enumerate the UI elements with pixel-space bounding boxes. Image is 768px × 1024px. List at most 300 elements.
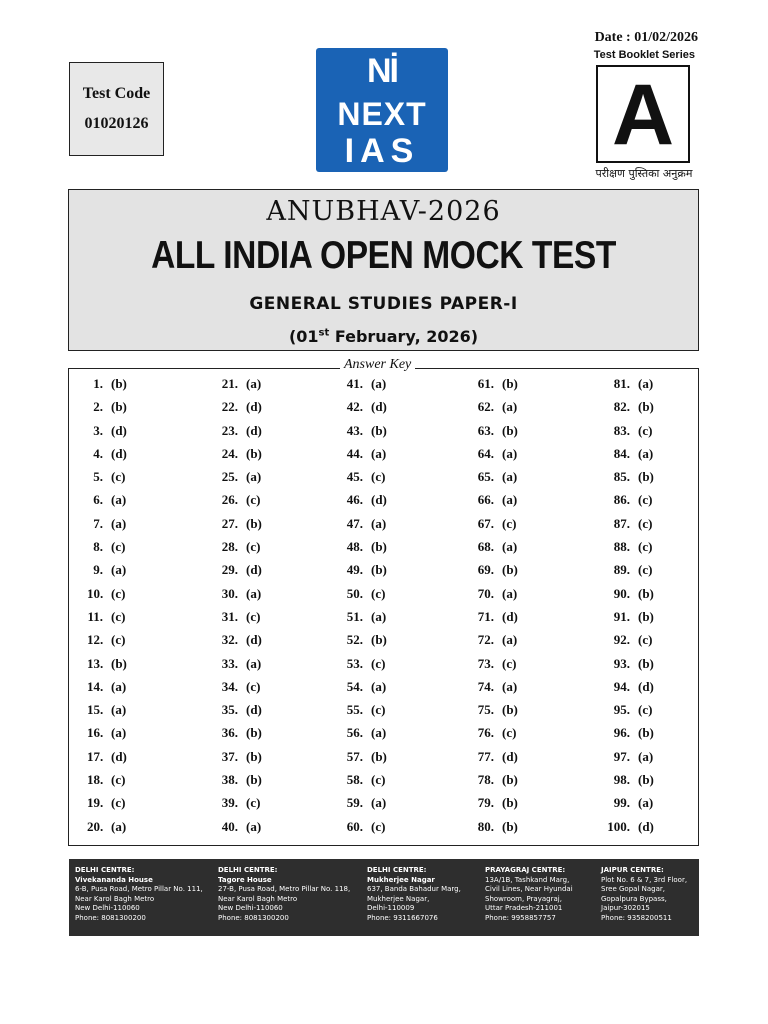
question-number: 30. bbox=[221, 585, 238, 601]
answer-item bbox=[472, 423, 582, 446]
paper-title: GENERAL STUDIES PAPER-I bbox=[249, 294, 518, 314]
question-number: 68. bbox=[477, 539, 494, 555]
question-number: 9. bbox=[93, 562, 103, 578]
answer-key-label: Answer Key bbox=[340, 357, 415, 373]
centre-address-line: 27-B, Pusa Road, Metro Pillar No. 118, bbox=[218, 885, 351, 893]
answer-option: (b) bbox=[638, 608, 654, 624]
centre-address-line: Phone: 9958857757 bbox=[485, 913, 556, 922]
answer-option: (d) bbox=[111, 445, 127, 461]
answer-item bbox=[216, 423, 326, 446]
answer-option: (b) bbox=[502, 772, 518, 788]
footer-centre bbox=[601, 866, 687, 923]
answer-option: (c) bbox=[246, 492, 261, 508]
answer-item bbox=[602, 749, 712, 772]
question-number: 62. bbox=[477, 399, 494, 415]
question-number: 79. bbox=[477, 795, 494, 811]
question-number: 16. bbox=[87, 725, 104, 741]
answer-item bbox=[602, 679, 712, 702]
answer-option: (c) bbox=[502, 655, 517, 671]
answer-item bbox=[216, 376, 326, 399]
question-number: 97. bbox=[613, 748, 630, 764]
question-number: 39. bbox=[221, 795, 238, 811]
question-number: 11. bbox=[87, 608, 103, 624]
question-number: 66. bbox=[477, 492, 494, 508]
answer-item bbox=[472, 586, 582, 609]
answer-item bbox=[87, 679, 197, 702]
series-letter: A bbox=[611, 67, 675, 163]
centre-address-line: 637, Banda Bahadur Marg, bbox=[367, 885, 461, 893]
centre-address-line: Jaipur-302015 bbox=[601, 904, 650, 912]
question-number: 91. bbox=[613, 608, 630, 624]
answer-item bbox=[87, 469, 197, 492]
answer-item bbox=[472, 376, 582, 399]
centre-address-line: Mukherjee Nagar, bbox=[367, 894, 430, 903]
centre-address-line: New Delhi-110060 bbox=[218, 904, 283, 912]
answer-option: (c) bbox=[111, 608, 126, 624]
answer-item bbox=[602, 586, 712, 609]
answer-item bbox=[216, 586, 326, 609]
answer-item bbox=[87, 725, 197, 748]
answer-item bbox=[472, 539, 582, 562]
centre-name: Mukherjee Nagar bbox=[367, 875, 435, 884]
answer-option: (a) bbox=[502, 585, 518, 601]
answer-option: (d) bbox=[246, 632, 262, 648]
question-number: 96. bbox=[613, 725, 630, 741]
footer-centres bbox=[69, 859, 699, 936]
answer-option: (d) bbox=[246, 702, 262, 718]
answer-option: (a) bbox=[502, 492, 518, 508]
answer-option: (a) bbox=[111, 678, 127, 694]
answer-option: (c) bbox=[246, 608, 261, 624]
question-number: 21. bbox=[221, 376, 238, 391]
answer-option: (a) bbox=[111, 702, 127, 718]
question-number: 27. bbox=[221, 515, 238, 531]
answer-option: (b) bbox=[502, 562, 518, 578]
answer-option: (c) bbox=[638, 632, 653, 648]
answer-option: (a) bbox=[371, 725, 387, 741]
answer-option: (c) bbox=[371, 772, 386, 788]
answer-option: (b) bbox=[502, 422, 518, 438]
centre-address-line: Showroom, Prayagraj, bbox=[485, 894, 562, 903]
question-number: 37. bbox=[221, 748, 238, 764]
answer-option: (a) bbox=[246, 655, 262, 671]
answer-item bbox=[87, 516, 197, 539]
question-number: 1. bbox=[93, 376, 103, 391]
centre-address-line: Uttar Pradesh-211001 bbox=[485, 904, 563, 912]
answer-option: (c) bbox=[371, 655, 386, 671]
answer-option: (b) bbox=[246, 515, 262, 531]
answer-item bbox=[216, 492, 326, 515]
question-number: 86. bbox=[613, 492, 630, 508]
question-number: 26. bbox=[221, 492, 238, 508]
answer-item bbox=[87, 376, 197, 399]
question-number: 65. bbox=[477, 469, 494, 485]
answer-option: (c) bbox=[111, 772, 126, 788]
answer-option: (a) bbox=[371, 376, 387, 391]
answer-option: (b) bbox=[502, 702, 518, 718]
answer-option: (c) bbox=[246, 795, 261, 811]
answer-option: (b) bbox=[246, 772, 262, 788]
question-number: 34. bbox=[221, 678, 238, 694]
centre-address-line: Plot No. 6 & 7, 3rd Floor, bbox=[601, 875, 688, 884]
centre-name: Vivekananda House bbox=[75, 875, 153, 884]
answer-option: (c) bbox=[111, 795, 126, 811]
question-number: 6. bbox=[93, 492, 103, 508]
answer-item bbox=[341, 772, 451, 795]
answer-item bbox=[341, 469, 451, 492]
answer-option: (b) bbox=[111, 655, 127, 671]
centre-address-line: Gopalpura Bypass, bbox=[601, 894, 667, 903]
logo-line-1: Nİ bbox=[367, 52, 397, 90]
question-number: 25. bbox=[221, 469, 238, 485]
answer-option: (c) bbox=[638, 422, 653, 438]
answer-item bbox=[341, 632, 451, 655]
answer-option: (b) bbox=[638, 399, 654, 415]
answer-item bbox=[216, 656, 326, 679]
answer-option: (a) bbox=[502, 678, 518, 694]
answer-item bbox=[341, 446, 451, 469]
answer-option: (a) bbox=[371, 795, 387, 811]
logo-line-3: IAS bbox=[344, 132, 420, 170]
question-number: 84. bbox=[613, 445, 630, 461]
answer-item bbox=[472, 446, 582, 469]
answer-item bbox=[87, 632, 197, 655]
centre-address-line: 13A/1B, Tashkand Marg, bbox=[485, 875, 570, 884]
answer-item bbox=[602, 539, 712, 562]
question-number: 33. bbox=[221, 655, 238, 671]
title-box bbox=[68, 189, 699, 351]
question-number: 29. bbox=[221, 562, 238, 578]
answer-column bbox=[472, 376, 582, 842]
answer-item bbox=[216, 702, 326, 725]
answer-item bbox=[472, 656, 582, 679]
answer-option: (c) bbox=[371, 818, 386, 834]
answer-item bbox=[87, 586, 197, 609]
answer-option: (b) bbox=[502, 795, 518, 811]
question-number: 71. bbox=[477, 608, 494, 624]
question-number: 54. bbox=[346, 678, 363, 694]
question-number: 63. bbox=[477, 422, 494, 438]
question-number: 17. bbox=[87, 748, 104, 764]
centre-address-line: Phone: 9311667076 bbox=[367, 913, 438, 922]
answer-item bbox=[472, 492, 582, 515]
question-number: 12. bbox=[87, 632, 104, 648]
answer-option: (b) bbox=[111, 376, 127, 391]
answer-item bbox=[216, 562, 326, 585]
paper-date bbox=[69, 327, 698, 346]
question-number: 49. bbox=[346, 562, 363, 578]
answer-item bbox=[602, 725, 712, 748]
answer-item bbox=[472, 749, 582, 772]
question-number: 64. bbox=[477, 445, 494, 461]
question-number: 53. bbox=[346, 655, 363, 671]
question-number: 20. bbox=[87, 818, 104, 834]
question-number: 100. bbox=[607, 818, 630, 834]
answer-option: (c) bbox=[111, 585, 126, 601]
question-number: 90. bbox=[613, 585, 630, 601]
answer-option: (d) bbox=[638, 678, 654, 694]
answer-option: (b) bbox=[246, 445, 262, 461]
question-number: 45. bbox=[346, 469, 363, 485]
answer-item bbox=[216, 795, 326, 818]
question-number: 13. bbox=[87, 655, 104, 671]
series-hindi-label: परीक्षण पुस्तिका अनुक्रम bbox=[595, 167, 693, 180]
question-number: 47. bbox=[346, 515, 363, 531]
question-number: 36. bbox=[221, 725, 238, 741]
answer-option: (c) bbox=[638, 492, 653, 508]
answer-item bbox=[472, 702, 582, 725]
question-number: 51. bbox=[346, 608, 363, 624]
answer-option: (a) bbox=[371, 608, 387, 624]
answer-option: (c) bbox=[638, 702, 653, 718]
question-number: 35. bbox=[221, 702, 238, 718]
answer-option: (d) bbox=[371, 492, 387, 508]
question-number: 44. bbox=[346, 445, 363, 461]
answer-column bbox=[341, 376, 451, 842]
answer-item bbox=[216, 749, 326, 772]
answer-item bbox=[87, 539, 197, 562]
centre-address-line: New Delhi-110060 bbox=[75, 904, 140, 912]
answer-item bbox=[87, 795, 197, 818]
logo-line-2: NEXT bbox=[337, 96, 427, 132]
question-number: 42. bbox=[346, 399, 363, 415]
answer-item bbox=[341, 492, 451, 515]
centre-name: Tagore House bbox=[218, 875, 272, 884]
answer-option: (d) bbox=[502, 608, 518, 624]
answer-item bbox=[472, 725, 582, 748]
series-label: Test Booklet Series bbox=[593, 49, 695, 61]
question-number: 7. bbox=[93, 515, 103, 531]
question-number: 28. bbox=[221, 539, 238, 555]
test-code-label: Test Code bbox=[82, 85, 151, 102]
centre-address-line: Near Karol Bagh Metro bbox=[75, 894, 155, 903]
answer-option: (b) bbox=[371, 632, 387, 648]
footer-centre bbox=[75, 866, 203, 923]
question-number: 93. bbox=[613, 655, 630, 671]
answer-option: (c) bbox=[638, 562, 653, 578]
centre-heading: DELHI CENTRE: bbox=[75, 866, 135, 874]
answer-item bbox=[87, 772, 197, 795]
answer-option: (b) bbox=[502, 376, 518, 391]
answer-item bbox=[87, 609, 197, 632]
answer-item bbox=[341, 516, 451, 539]
centre-heading: DELHI CENTRE: bbox=[218, 866, 278, 874]
centre-heading: PRAYAGRAJ CENTRE: bbox=[485, 866, 566, 874]
answer-item bbox=[602, 609, 712, 632]
answer-item bbox=[341, 679, 451, 702]
answer-item bbox=[602, 795, 712, 818]
answer-item bbox=[602, 516, 712, 539]
centre-address-line: 6-B, Pusa Road, Metro Pillar No. 111, bbox=[75, 885, 203, 893]
paper-date-sup: st bbox=[318, 327, 330, 339]
answer-item bbox=[341, 749, 451, 772]
answer-option: (b) bbox=[638, 772, 654, 788]
answer-option: (b) bbox=[246, 748, 262, 764]
answer-option: (b) bbox=[371, 539, 387, 555]
next-ias-logo bbox=[316, 48, 448, 172]
question-number: 72. bbox=[477, 632, 494, 648]
answer-option: (b) bbox=[371, 422, 387, 438]
question-number: 43. bbox=[346, 422, 363, 438]
question-number: 19. bbox=[87, 795, 104, 811]
answer-option: (a) bbox=[371, 515, 387, 531]
answer-item bbox=[602, 656, 712, 679]
question-number: 2. bbox=[93, 399, 103, 415]
answer-option: (a) bbox=[111, 492, 127, 508]
centre-heading: JAIPUR CENTRE: bbox=[601, 866, 664, 874]
centre-address-line: Phone: 9358200511 bbox=[601, 913, 672, 922]
answer-option: (b) bbox=[638, 725, 654, 741]
centre-address-line: Delhi-110009 bbox=[367, 904, 415, 912]
main-title: ALL INDIA OPEN MOCK TEST bbox=[151, 234, 616, 277]
question-number: 38. bbox=[221, 772, 238, 788]
answer-item bbox=[216, 399, 326, 422]
answer-option: (c) bbox=[371, 585, 386, 601]
answer-item bbox=[216, 632, 326, 655]
answer-option: (c) bbox=[111, 539, 126, 555]
answer-item bbox=[216, 446, 326, 469]
answer-option: (a) bbox=[502, 539, 518, 555]
answer-item bbox=[87, 446, 197, 469]
answer-item bbox=[341, 562, 451, 585]
question-number: 58. bbox=[346, 772, 363, 788]
answer-item bbox=[602, 399, 712, 422]
question-number: 83. bbox=[613, 422, 630, 438]
answer-option: (b) bbox=[371, 562, 387, 578]
question-number: 31. bbox=[221, 608, 238, 624]
question-number: 46. bbox=[346, 492, 363, 508]
question-number: 14. bbox=[87, 678, 104, 694]
footer-centre bbox=[218, 866, 350, 923]
question-number: 81. bbox=[613, 376, 630, 391]
paper-date-prefix: (01 bbox=[288, 327, 319, 346]
answer-option: (a) bbox=[246, 469, 262, 485]
answer-item bbox=[341, 399, 451, 422]
answer-column bbox=[216, 376, 326, 842]
answer-item bbox=[216, 679, 326, 702]
answer-item bbox=[602, 632, 712, 655]
answer-item bbox=[472, 469, 582, 492]
centre-address-line: Phone: 8081300200 bbox=[218, 913, 289, 922]
answer-item bbox=[602, 772, 712, 795]
centre-heading: DELHI CENTRE: bbox=[367, 866, 427, 874]
answer-option: (c) bbox=[246, 678, 261, 694]
question-number: 50. bbox=[346, 585, 363, 601]
answer-item bbox=[602, 492, 712, 515]
answer-option: (a) bbox=[371, 445, 387, 461]
answer-option: (b) bbox=[638, 655, 654, 671]
answer-option: (d) bbox=[502, 748, 518, 764]
question-number: 94. bbox=[613, 678, 630, 694]
answer-option: (b) bbox=[371, 748, 387, 764]
question-number: 32. bbox=[221, 632, 238, 648]
question-number: 88. bbox=[613, 539, 630, 555]
question-number: 57. bbox=[346, 748, 363, 764]
answer-option: (d) bbox=[246, 399, 262, 415]
centre-address-line: Sree Gopal Nagar, bbox=[601, 885, 665, 893]
answer-item bbox=[472, 679, 582, 702]
question-number: 8. bbox=[93, 539, 103, 555]
answer-option: (a) bbox=[111, 515, 127, 531]
answer-option: (a) bbox=[246, 818, 262, 834]
answer-option: (d) bbox=[371, 399, 387, 415]
answer-option: (c) bbox=[246, 539, 261, 555]
answer-item bbox=[602, 562, 712, 585]
question-number: 73. bbox=[477, 655, 494, 671]
answer-option: (d) bbox=[246, 562, 262, 578]
answer-option: (d) bbox=[246, 422, 262, 438]
answer-item bbox=[472, 516, 582, 539]
question-number: 92. bbox=[613, 632, 630, 648]
question-number: 61. bbox=[477, 376, 494, 391]
question-number: 74. bbox=[477, 678, 494, 694]
question-number: 75. bbox=[477, 702, 494, 718]
centre-address-line: Civil Lines, Near Hyundai bbox=[485, 885, 573, 893]
question-number: 4. bbox=[93, 445, 103, 461]
question-number: 82. bbox=[613, 399, 630, 415]
answer-item bbox=[87, 702, 197, 725]
question-number: 77. bbox=[477, 748, 494, 764]
question-number: 48. bbox=[346, 539, 363, 555]
answer-item bbox=[341, 795, 451, 818]
answer-option: (c) bbox=[502, 515, 517, 531]
answer-item bbox=[472, 632, 582, 655]
answer-option: (a) bbox=[111, 818, 127, 834]
answer-item bbox=[87, 656, 197, 679]
question-number: 60. bbox=[346, 818, 363, 834]
question-number: 67. bbox=[477, 515, 494, 531]
answer-option: (b) bbox=[111, 399, 127, 415]
answer-item bbox=[87, 423, 197, 446]
answer-item bbox=[87, 819, 197, 842]
centre-address-line: Phone: 8081300200 bbox=[75, 913, 146, 922]
series-name: ANUBHAV-2026 bbox=[266, 196, 501, 227]
question-number: 85. bbox=[613, 469, 630, 485]
answer-item bbox=[87, 749, 197, 772]
answer-option: (c) bbox=[371, 469, 386, 485]
answer-item bbox=[472, 819, 582, 842]
answer-option: (a) bbox=[502, 469, 518, 485]
answer-item bbox=[602, 702, 712, 725]
answer-item bbox=[602, 423, 712, 446]
question-number: 24. bbox=[221, 445, 238, 461]
test-date: Date : 01/02/2026 bbox=[594, 30, 698, 45]
answer-item bbox=[472, 772, 582, 795]
answer-item bbox=[87, 399, 197, 422]
answer-item bbox=[216, 772, 326, 795]
answer-item bbox=[341, 376, 451, 399]
answer-item bbox=[341, 656, 451, 679]
answer-option: (b) bbox=[638, 585, 654, 601]
answer-item bbox=[216, 819, 326, 842]
answer-item bbox=[472, 795, 582, 818]
test-code-box bbox=[69, 62, 164, 156]
answer-column bbox=[602, 376, 712, 842]
question-number: 55. bbox=[346, 702, 363, 718]
test-code-value: 01020126 bbox=[84, 115, 149, 132]
answer-item bbox=[341, 586, 451, 609]
answer-item bbox=[341, 609, 451, 632]
answer-option: (a) bbox=[638, 445, 654, 461]
answer-option: (c) bbox=[502, 725, 517, 741]
answer-option: (a) bbox=[502, 632, 518, 648]
question-number: 40. bbox=[221, 818, 238, 834]
answer-option: (c) bbox=[638, 515, 653, 531]
answer-item bbox=[602, 376, 712, 399]
answer-option: (b) bbox=[502, 818, 518, 834]
question-number: 70. bbox=[477, 585, 494, 601]
answer-option: (c) bbox=[111, 632, 126, 648]
